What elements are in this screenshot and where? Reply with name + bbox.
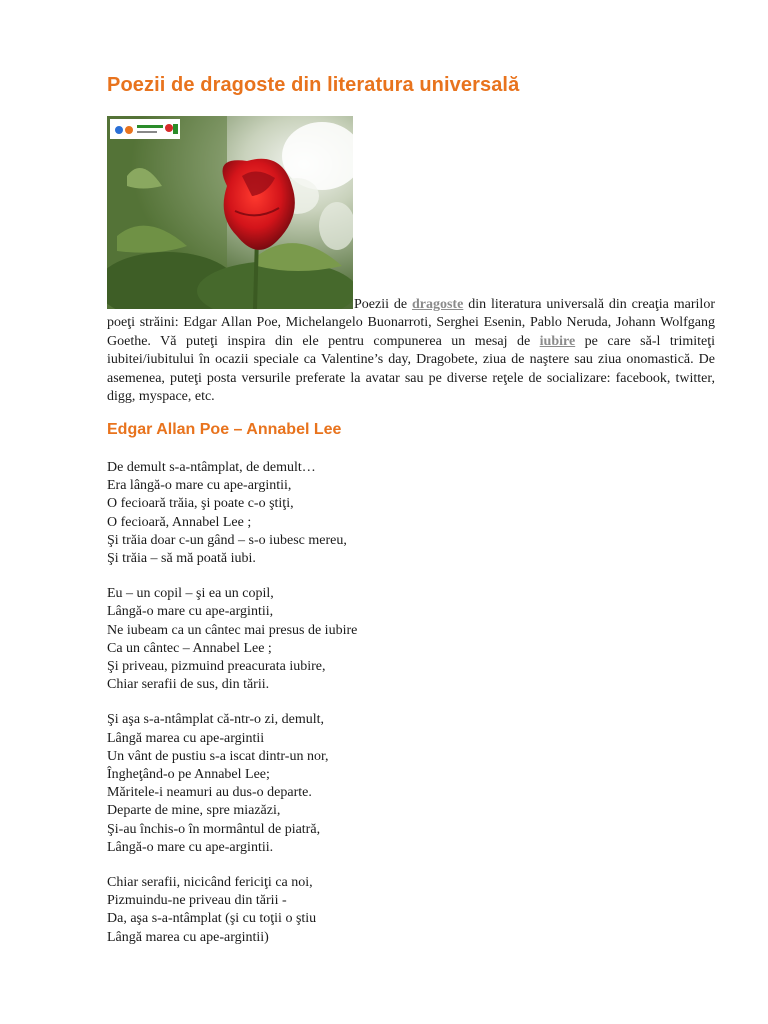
dragoste-link[interactable]: dragoste — [411, 297, 464, 312]
intro-text-lead: Poezii de — [354, 297, 412, 312]
poem-line: Lângă-o mare cu ape-argintii, — [107, 604, 274, 620]
section-title: Edgar Allan Poe – Annabel Lee — [107, 421, 342, 438]
poem-line: Departe de mine, spre miazăzi, — [107, 803, 281, 819]
poem-line: Măritele-i neamuri au dus-o departe. — [107, 785, 312, 801]
poem-line: Şi aşa s-a-ntâmplat că-ntr-o zi, demult, — [107, 712, 325, 728]
poem-stanza — [107, 585, 667, 694]
poem-line: Lângă marea cu ape-argintii — [107, 730, 265, 746]
poem-line: Îngheţând-o pe Annabel Lee; — [107, 767, 270, 783]
poem-line: Era lângă-o mare cu ape-argintii, — [107, 478, 292, 494]
poem-line: O fecioară trăia, şi poate c-o ştiţi, — [107, 496, 294, 512]
intro-paragraph — [107, 296, 715, 406]
poem-line: Chiar serafii, nicicând fericiţi ca noi, — [107, 875, 313, 891]
poem-line: Eu – un copil – şi ea un copil, — [107, 586, 274, 602]
poem-line: Un vânt de pustiu s-a iscat dintr-un nor, — [107, 748, 329, 764]
poem-line: Ne iubeam ca un cântec mai presus de iubire — [107, 622, 358, 638]
page-title: Poezii de dragoste din literatura universală — [107, 74, 520, 96]
poem — [107, 459, 667, 964]
poem-line: O fecioară, Annabel Lee ; — [107, 514, 252, 530]
poem-line: Chiar serafii de sus, din tării. — [107, 677, 270, 693]
poem-stanza — [107, 459, 667, 568]
poem-line: Lângă marea cu ape-argintii) — [107, 929, 269, 945]
poem-line: Lângă-o mare cu ape-argintii. — [107, 839, 274, 855]
poem-line: Şi trăia – să mă poată iubi. — [107, 551, 256, 567]
poem-line: Şi trăia doar c-un gând – s-o iubesc mereu, — [107, 532, 347, 548]
poem-line: De demult s-a-ntâmplat, de demult… — [107, 460, 316, 475]
poem-line: Şi priveau, pizmuind preacurata iubire, — [107, 659, 326, 675]
poem-stanza — [107, 711, 667, 857]
poem-stanza — [107, 874, 667, 947]
intro-text-end: pe care să-l trimiteţi iubitei/iubitului în ocazii speciale ca Valentine’s day, Dragobete, ziua de naştere sau ziua onomastică. De asemenea, puteţi posta versurile preferate la avatar sau pe diverse reţele de socializare: facebook, twitter, digg, myspace, etc. — [107, 333, 715, 405]
iubire-link[interactable]: iubire — [539, 333, 576, 349]
poem-line: Ca un cântec – Annabel Lee ; — [107, 640, 272, 656]
rose-photo — [107, 116, 353, 309]
poem-line: Pizmuindu-ne priveau din tării - — [107, 893, 287, 909]
poem-line: Da, aşa s-a-ntâmplat (şi cu toţii o ştiu — [107, 911, 317, 927]
rose-image — [107, 116, 353, 309]
intro-text-middle: din literatura universală din creaţia marilor poeţi străini: Edgar Allan Poe, Michelangelo Buonarroti, Serghei Esenin, Pablo Neruda, Johann Wolfgang Goethe. Vă puteţi inspira din ele pentru compunerea un mesaj de — [107, 297, 715, 349]
poem-line: Şi-au închis-o în mormântul de piatră, — [107, 821, 321, 837]
